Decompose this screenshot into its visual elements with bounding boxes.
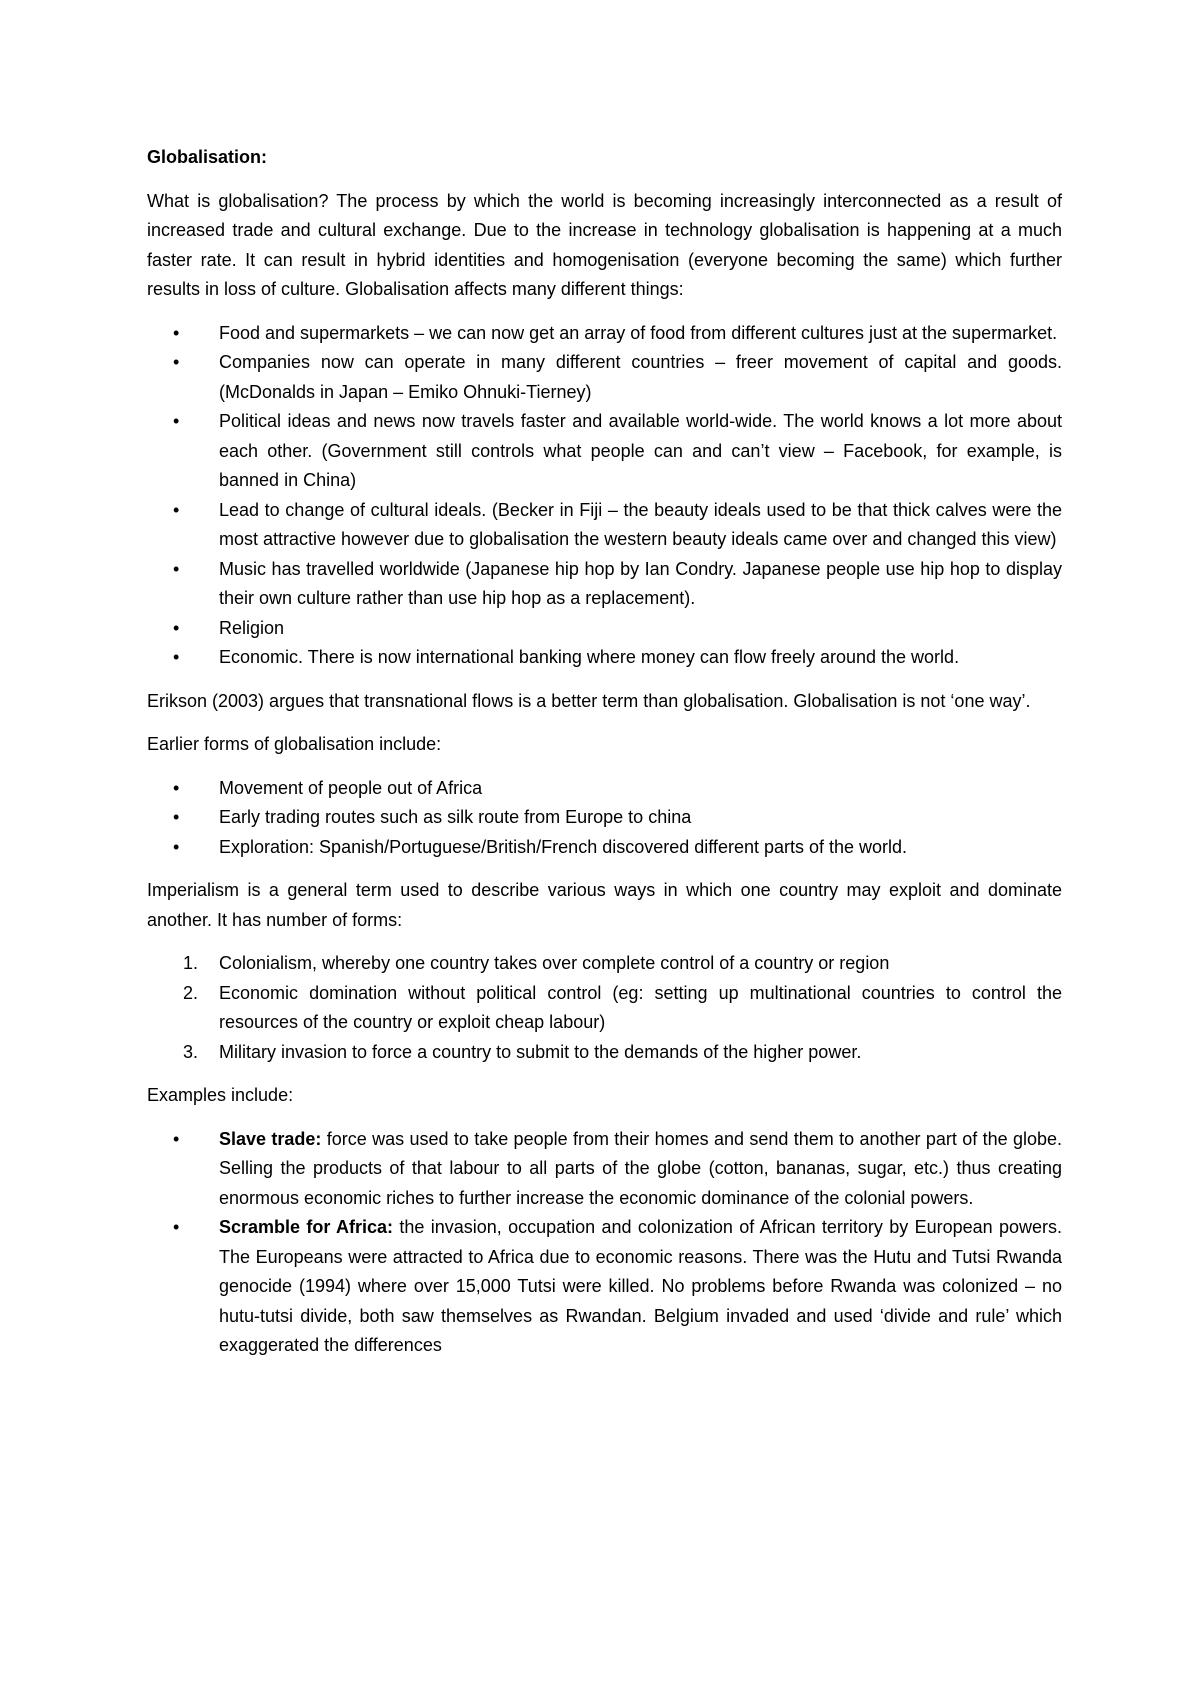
intro-paragraph: What is globalisation? The process by which the world is becoming increasingly interconnected as a result of increased trade and cultural exchange. Due to the increase in technology globalisation is happening at a much faster rate. It can result in hybrid identities and homogenisation (everyone becoming the same) which further results in loss of culture. Globalisation affects many different things: [147,190,1062,299]
list-item: • Music has travelled worldwide (Japanese hip hop by Ian Condry. Japanese people use hip hop to display their own culture rather than use hip hop as a replacement). [147,555,1062,614]
effects-list [147,319,1062,673]
list-item [147,979,1062,1038]
imperialism-forms-list [147,949,1062,1067]
list-item: • Movement of people out of Africa [147,774,1062,804]
list-item [147,1213,1062,1361]
example-text: the invasion, occupation and colonization of African territory by European powers. The Europeans were attracted to Africa due to economic reasons. There was the Hutu and Tutsi Rwanda genocide (1994) where over 15,000 Tutsi were killed. No problems before Rwanda was colonized – no hutu-tutsi divide, both saw themselves as Rwandan. Belgium invaded and used ‘divide and rule’ which exaggerated the differences [219,1217,1062,1355]
list-item-text: Economic domination without political control (eg: setting up multinational countries to control the resources of the country or exploit cheap labour) [219,982,1062,1032]
list-number: 3. [183,1041,199,1062]
earlier-forms-list [147,774,1062,863]
document-title: Globalisation: [147,147,268,167]
list-item [147,1125,1062,1214]
example-text: force was used to take people from their homes and send them to another part of the globe. Selling the products of that labour to all parts of the globe (cotton, bananas, sugar, etc.) thus creating enormous economic riches to further increase the economic dominance of the colonial powers. [219,1128,1062,1208]
list-item: • Early trading routes such as silk route from Europe to china [147,803,1062,833]
list-item-text: Military invasion to force a country to submit to the demands of the higher power. [219,1041,862,1062]
example-term: Scramble for Africa: [219,1217,394,1237]
list-item [147,949,1062,979]
list-item [147,1038,1062,1068]
list-item: • Religion [147,614,1062,644]
list-item: • Exploration: Spanish/Portuguese/British/French discovered different parts of the world. [147,833,1062,863]
erikson-paragraph: Erikson (2003) argues that transnational flows is a better term than globalisation. Globalisation is not ‘one way’. [147,690,1031,711]
examples-heading: Examples include: [147,1085,294,1105]
list-item-text: Colonialism, whereby one country takes over complete control of a country or region [219,953,890,973]
earlier-forms-heading: Earlier forms of globalisation include: [147,734,442,754]
list-number: 1. [183,953,199,973]
list-item: • Food and supermarkets – we can now get an array of food from different cultures just at the supermarket. [147,319,1062,349]
list-item: • Political ideas and news now travels faster and available world-wide. The world knows a lot more about each other. (Government still controls what people can and can’t view – Facebook, for example, is banned in China) [147,407,1062,496]
imperialism-paragraph: Imperialism is a general term used to describe various ways in which one country may exploit and dominate another. It has number of forms: [147,880,1062,930]
list-number: 2. [183,982,199,1003]
list-item: • Companies now can operate in many different countries – freer movement of capital and goods. (McDonalds in Japan – Emiko Ohnuki-Tierney) [147,348,1062,407]
document-body [147,143,1062,1375]
examples-list [147,1125,1062,1361]
example-term: Slave trade: [219,1128,322,1149]
list-item: • Lead to change of cultural ideals. (Becker in Fiji – the beauty ideals used to be that thick calves were the most attractive however due to globalisation the western beauty ideals came over and changed this view) [147,496,1062,555]
list-item: • Economic. There is now international banking where money can flow freely around the world. [147,643,1062,673]
